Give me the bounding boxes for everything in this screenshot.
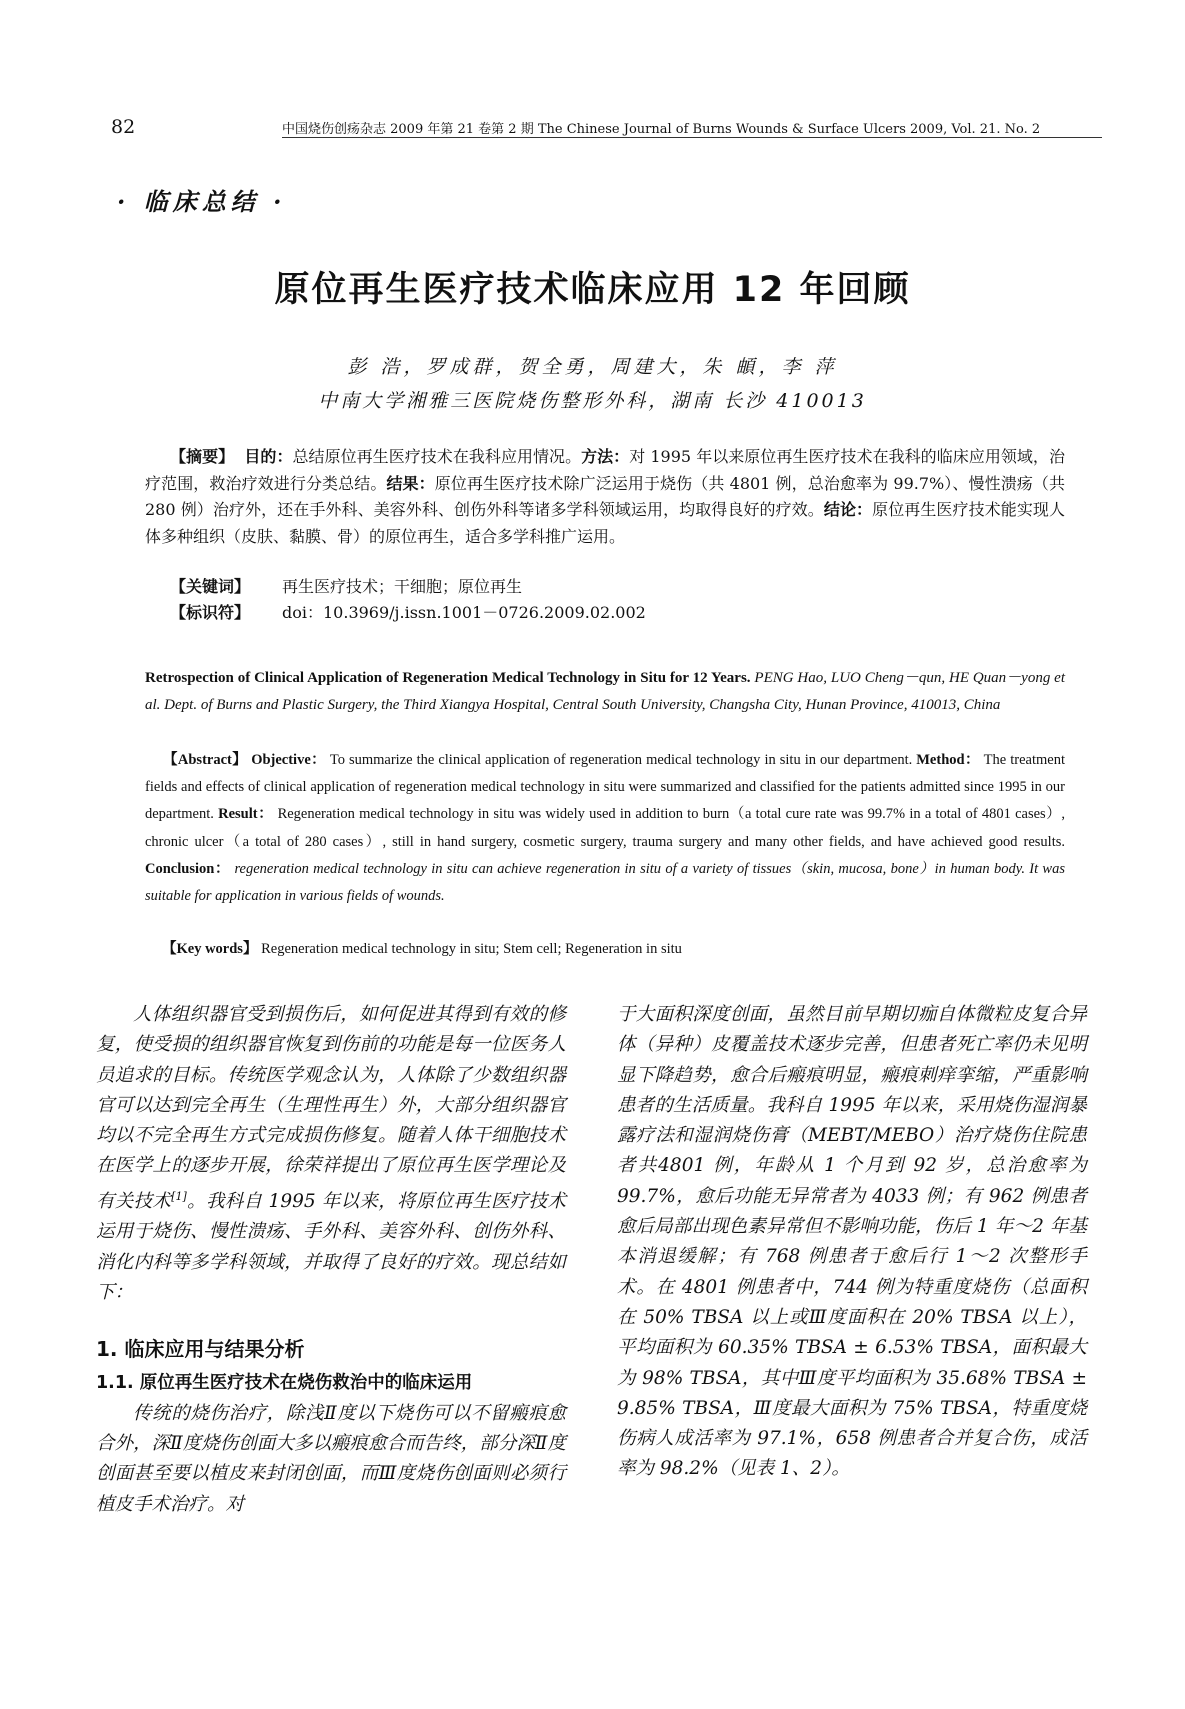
en-method-label: Method：: [916, 752, 980, 768]
english-byline: PENG Hao, LUO Cheng－qun, HE Quan－yong et al. Dept. of Burns and Plastic Surgery, the Third Xiangya Hospital, Central South University, Changsha City, Hunan Province, 410013, China: [145, 670, 1066, 713]
english-title-block: [145, 665, 1065, 719]
affiliation: 中南大学湘雅三医院烧伤整形外科，湖南 长沙 410013: [318, 390, 867, 412]
en-conclusion-label: Conclusion：: [145, 860, 231, 877]
keywords-label: 【关键词】: [170, 577, 251, 596]
page-number: 82: [111, 116, 136, 138]
en-keywords-text: Regeneration medical technology in situ; Stem cell; Regeneration in situ: [261, 941, 682, 957]
burn-paragraph: 传统的烧伤治疗，除浅Ⅱ度以下烧伤可以不留瘢痕愈合外，深Ⅱ度烧伤创面大多以瘢痕愈合而告终，部分深Ⅱ度创面甚至要以植皮来封闭创面，而Ⅲ度烧伤创面则必须行植皮手术治疗。对: [96, 1402, 566, 1515]
identifier-line: [170, 600, 646, 623]
en-keywords-label: 【Key words】: [162, 941, 258, 957]
method-label: 方法：: [581, 447, 630, 466]
en-objective-text: To summarize the clinical application of regeneration medical technology in situ in our department.: [329, 752, 913, 768]
intro-text-a: 人体组织器官受到损伤后，如何促进其得到有效的修复，使受损的组织器官恢复到伤前的功能是每一位医务人员追求的目标。传统医学观念认为，人体除了少数组织器官可以达到完全再生（生理性再生）外，大部分组织器官均以不完全再生方式完成损伤修复。随着人体干细胞技术在医学上的逐步开展，徐荣祥提出了原位再生医学理论及有关技术: [96, 1004, 566, 1212]
identifier-label: 【标识符】: [170, 603, 251, 622]
conclusion-label: 结论：: [823, 500, 873, 519]
section-heading-1: 1. 临床应用与结果分析: [96, 1337, 305, 1362]
objective-label: 目的：: [244, 447, 293, 466]
section-label: · 临床总结 ·: [117, 187, 287, 216]
method-text: 对 1995 年以来原位再生医疗技术在我科的临床应用领域，治疗范围，救治疗效进行分类总结。: [145, 447, 1065, 493]
doi-text: doi：10.3969/j.issn.1001－0726.2009.02.002: [282, 603, 646, 622]
running-head: 中国烧伤创疡杂志 2009 年第 21 卷第 2 期 The Chinese Journal of Burns Wounds & Surface Ulcers 2009, Vol. 21. No. 2: [282, 122, 1041, 137]
abstract-label: 【摘要】: [170, 447, 235, 466]
section-heading-1-1: 1.1. 原位再生医疗技术在烧伤救治中的临床运用: [96, 1373, 473, 1394]
english-keywords: [162, 937, 682, 958]
objective-text: 总结原位再生医疗技术在我科应用情况。: [292, 447, 582, 466]
en-result-label: Result：: [218, 806, 274, 823]
intro-text-b: 。我科自 1995 年以来，将原位再生医疗技术运用于烧伤、慢性溃疡、手外科、美容外科、创伤外科、消化内科等多学科领域，并取得了良好的疗效。现总结如下：: [96, 1190, 566, 1303]
en-objective-label: Objective：: [251, 752, 327, 768]
en-conclusion-text: regeneration medical technology in situ can achieve regeneration in situ of a variety of tissues（skin, mucosa, bone）in human body. It was suitable for application in various fields of wounds.: [145, 860, 1065, 905]
en-abstract-label: 【Abstract】: [163, 752, 248, 768]
chinese-keywords: [170, 574, 522, 597]
header-rule: [282, 137, 1102, 138]
keywords-text: 再生医疗技术；干细胞；原位再生: [282, 577, 523, 596]
article-title: 原位再生医疗技术临床应用 12 年回顾: [274, 270, 911, 310]
result-label: 结果：: [386, 473, 435, 493]
intro-paragraph: [96, 1000, 566, 1308]
result-text: 原位再生医疗技术除广泛运用于烧伤（共 4801 例，总治愈率为 99.7%）、慢性溃疡（共 280 例）治疗外，还在手外科、美容外科、创伤外科等诸多学科领域运用，均取得良好的疗效。: [145, 473, 1065, 519]
conclusion-text: 原位再生医疗技术能实现人体多种组织（皮肤、黏膜、骨）的原位再生，适合多学科推广运用。: [145, 500, 1065, 546]
author-list: 彭 浩，罗成群，贺全勇，周建大，朱 頔，李 萍: [347, 356, 838, 378]
citation-ref: [1]: [171, 1189, 187, 1203]
en-result-text: Regeneration medical technology in situ was widely used in addition to burn（a total cure rate was 99.7% in a total of 4801 cases）, chronic ulcer（a total of 280 cases）, still in hand surgery, cosmetic surgery, trauma surgery and many other fields, and have achieved good results.: [145, 806, 1066, 850]
body-column-right: [617, 1000, 1087, 1485]
body-column-left: [96, 1000, 566, 1520]
chinese-abstract: [145, 444, 1065, 550]
burn-results-paragraph: 于大面积深度创面，虽然目前早期切痂自体微粒皮复合异体（异种）皮覆盖技术逐步完善，但患者死亡率仍未见明显下降趋势，愈合后瘢痕明显，瘢痕刺痒挛缩，严重影响患者的生活质量。我科自 1995 年以来，采用烧伤湿润暴露疗法和湿润烧伤膏（MEBT/MEBO）治疗烧伤住院患者共4801 例，年龄从 1 个月到 92 岁，总治愈率为99.7%，愈后功能无异常者为 4033 例；有 962 例患者愈后局部出现色素异常但不影响功能，伤后 1 年～2 年基本消退缓解；有 768 例患者于愈后行 1～2 次整形手术。在 4801 例患者中，744 例为特重度烧伤（总面积在 50% TBSA 以上或Ⅲ度面积在 20% TBSA 以上），平均面积为 60.35% TBSA ± 6.53% TBSA，面积最大为 98% TBSA，其中Ⅲ度平均面积为 35.68% TBSA ± 9.85% TBSA，Ⅲ度最大面积为 75% TBSA，特重度烧伤病人成活率为 97.1%，658 例患者合并复合伤，成活率为 98.2%（见表 1、2）。: [617, 1004, 1087, 1480]
english-abstract: [145, 747, 1065, 910]
en-method-text: The treatment fields and effects of clinical application of regeneration medical technology in situ were summarized and classified for the patients admitted since 1995 in our department.: [145, 752, 1065, 823]
english-title: Retrospection of Clinical Application of Regeneration Medical Technology in Situ for 12 Years.: [145, 670, 751, 686]
